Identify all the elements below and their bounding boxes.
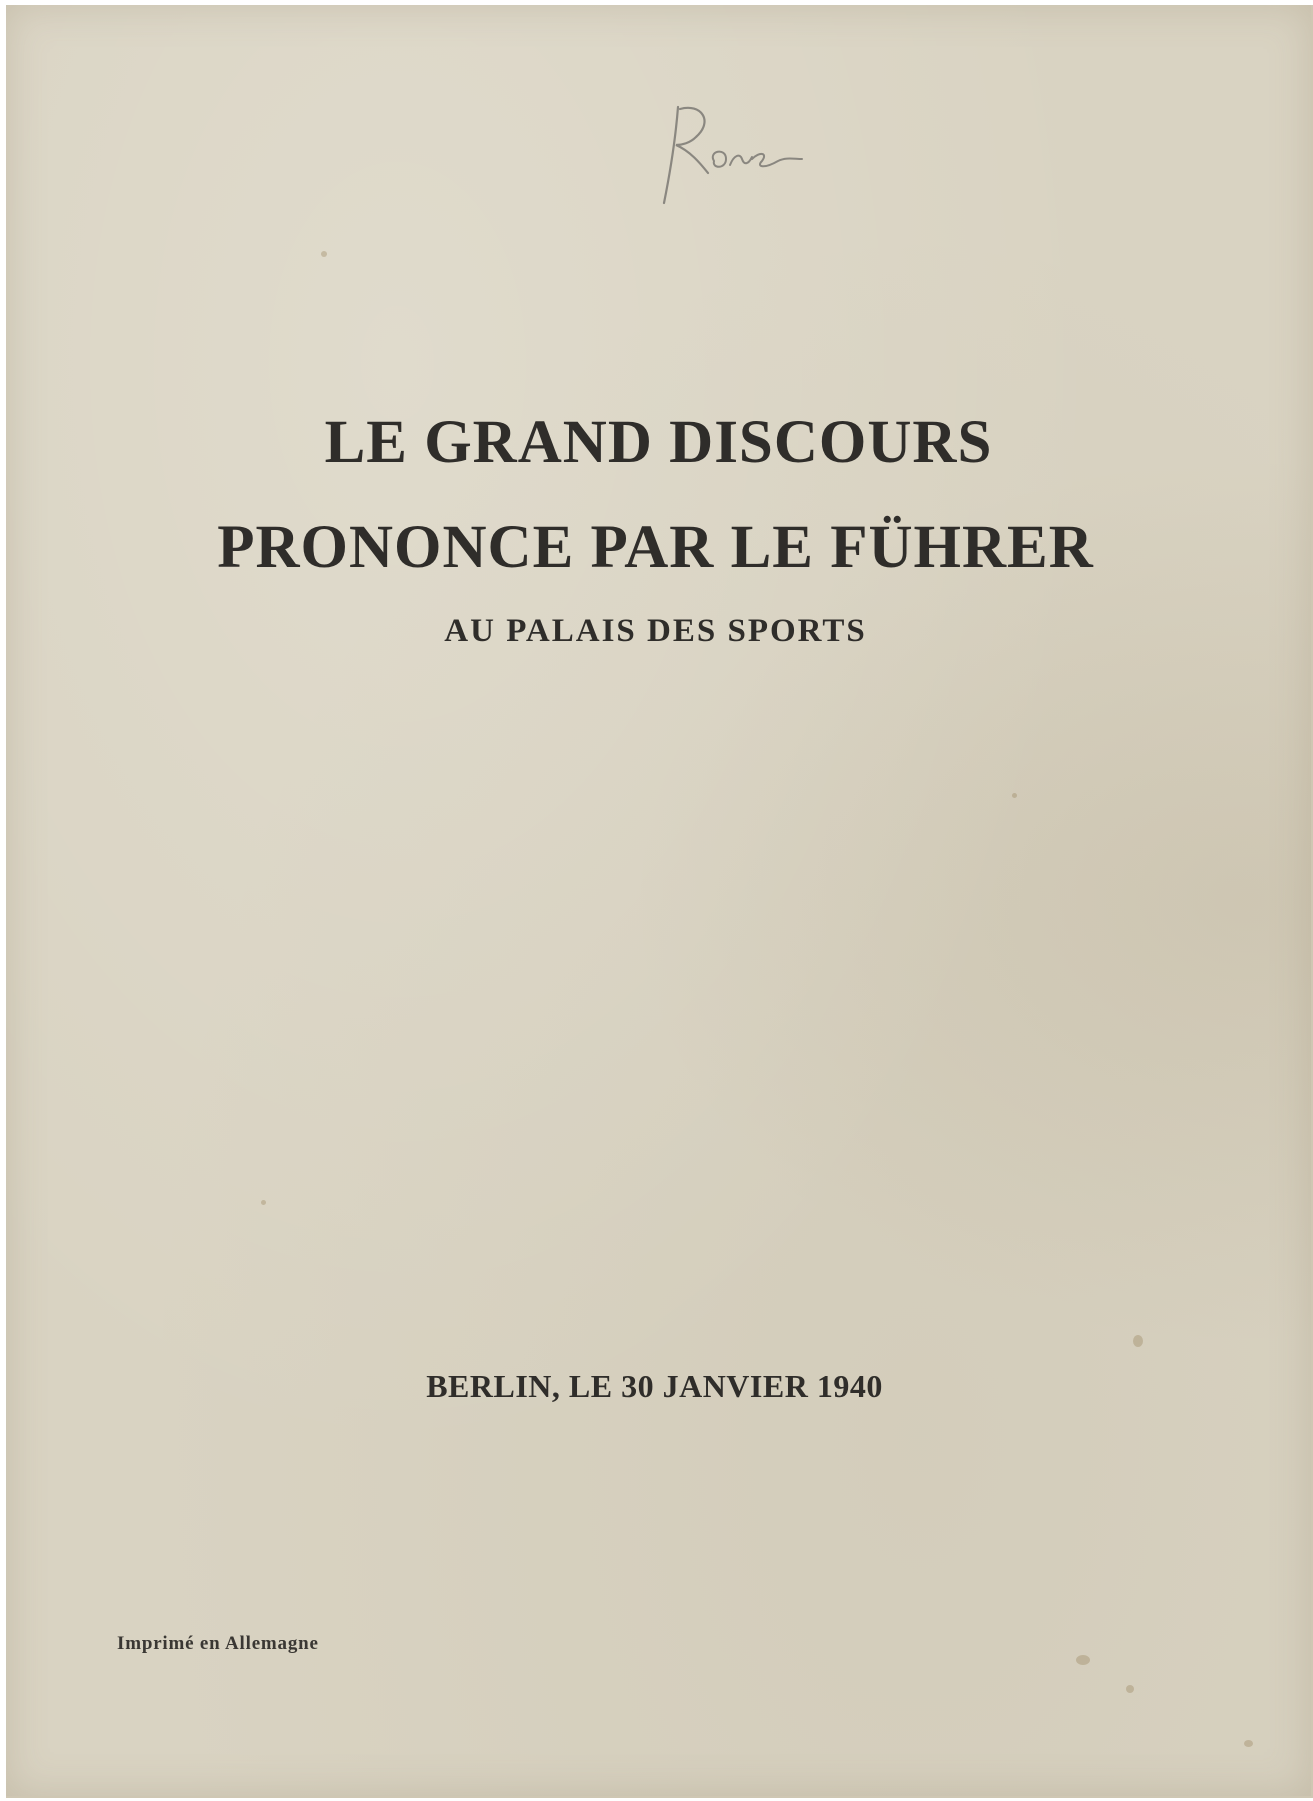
foxing-spot	[1076, 1655, 1090, 1665]
title-line-2: PRONONCE PAR LE FÜHRER	[217, 514, 1094, 581]
pamphlet-cover	[6, 5, 1313, 1798]
imprint-note: Imprimé en Allemagne	[117, 1633, 319, 1654]
foxing-spot	[261, 1200, 266, 1205]
foxing-spot	[1126, 1685, 1134, 1693]
foxing-spot	[1244, 1740, 1253, 1747]
title-line-1: LE GRAND DISCOURS	[324, 409, 993, 476]
foxing-spot	[1012, 793, 1017, 798]
subtitle: AU PALAIS DES SPORTS	[444, 613, 867, 649]
foxing-spot	[321, 251, 327, 257]
pencil-signature	[656, 103, 806, 213]
foxing-spot	[1133, 1335, 1143, 1347]
place-date: BERLIN, LE 30 JANVIER 1940	[426, 1368, 883, 1404]
